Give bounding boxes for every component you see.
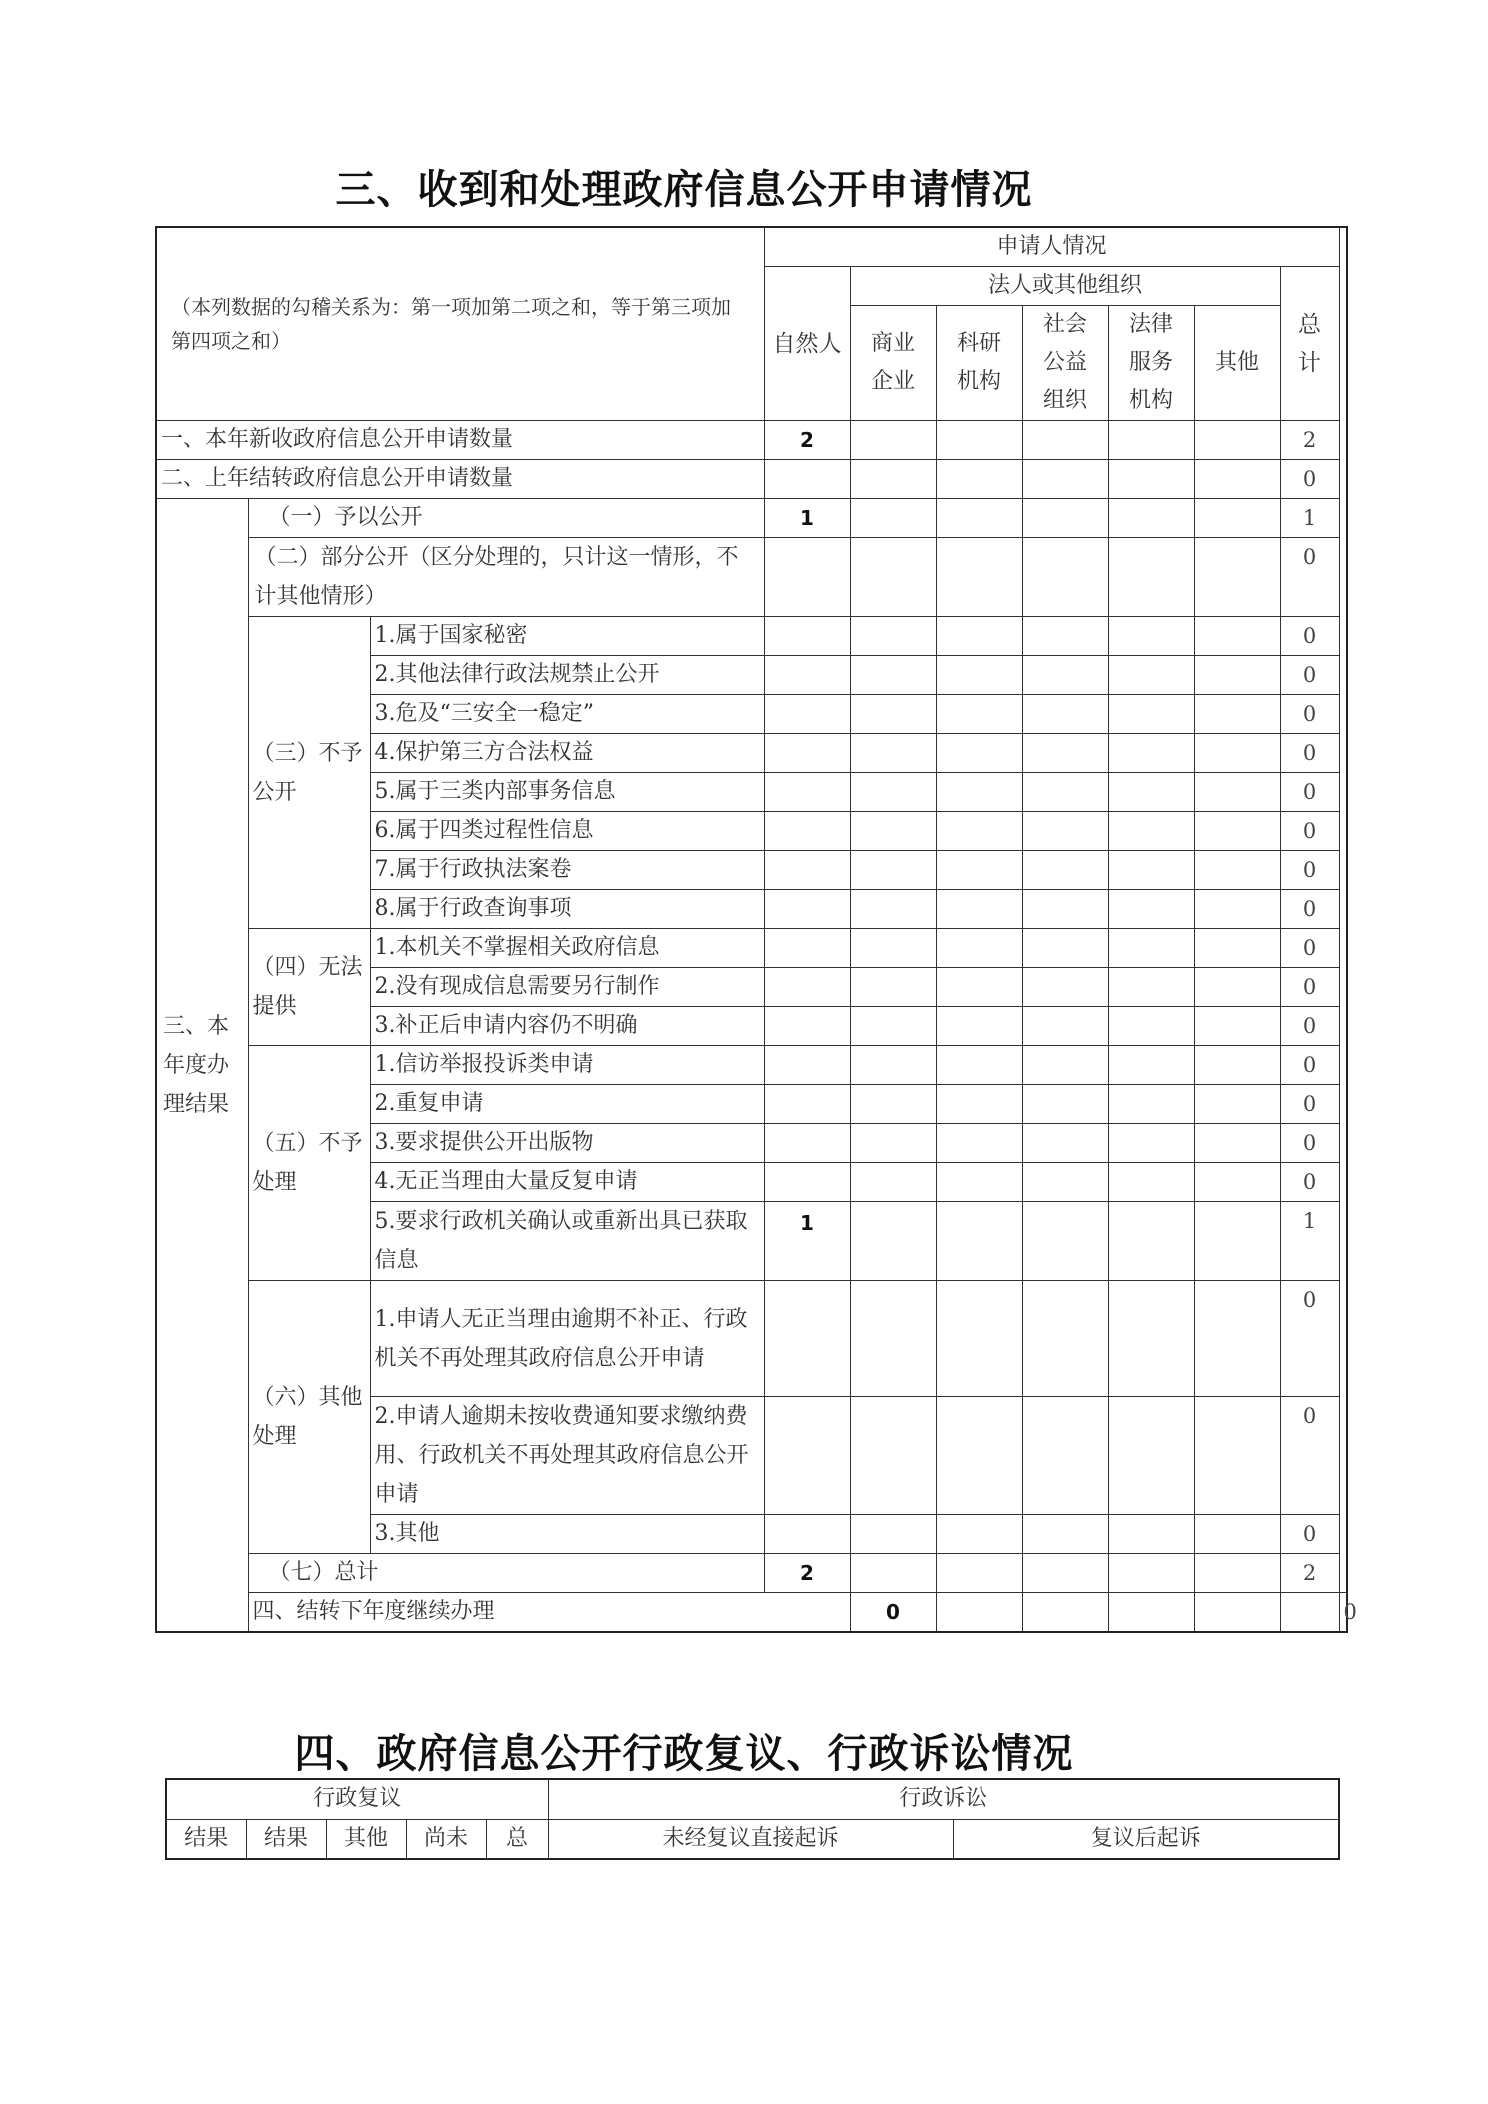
natural-value: 2 <box>764 1554 850 1593</box>
row-label: 3.危及“三安全一稳定” <box>370 695 764 734</box>
total-value: 0 <box>1280 656 1339 695</box>
row-label: 5.要求行政机关确认或重新出具已获取信息 <box>370 1202 764 1281</box>
total-value: 0 <box>1280 890 1339 929</box>
row-label: 四、结转下年度继续办理 <box>248 1593 850 1633</box>
table-row <box>156 1554 1347 1593</box>
natural-value <box>764 1007 850 1046</box>
row-label: 4.保护第三方合法权益 <box>370 734 764 773</box>
natural-value <box>764 656 850 695</box>
group3-6-label: （六）其他处理 <box>248 1281 370 1554</box>
subheader-cell: 其他 <box>326 1819 406 1859</box>
total-value: 2 <box>1280 421 1339 460</box>
total-value: 0 <box>1280 460 1339 499</box>
header-commercial: 商业企业 <box>850 306 936 421</box>
row-label: 7.属于行政执法案卷 <box>370 851 764 890</box>
total-value: 0 <box>1280 1085 1339 1124</box>
row-label: 3.补正后申请内容仍不明确 <box>370 1007 764 1046</box>
total-value: 1 <box>1280 499 1339 538</box>
row-label: 1.信访举报投诉类申请 <box>370 1046 764 1085</box>
total-value: 0 <box>1280 1281 1339 1397</box>
row-label: 5.属于三类内部事务信息 <box>370 773 764 812</box>
total-value: 1 <box>1280 1202 1339 1281</box>
row-label: 6.属于四类过程性信息 <box>370 812 764 851</box>
total-value: 0 <box>1280 1397 1339 1515</box>
natural-value <box>764 1515 850 1554</box>
total-value: 0 <box>1280 1046 1339 1085</box>
natural-value <box>764 460 850 499</box>
subheader-cell: 结果 <box>166 1819 246 1859</box>
row-label: 2.申请人逾期未按收费通知要求缴纳费用、行政机关不再处理其政府信息公开申请 <box>370 1397 764 1515</box>
total-value: 0 <box>1280 617 1339 656</box>
table-row <box>156 460 1347 499</box>
natural-value <box>764 1085 850 1124</box>
total-value: 0 <box>1280 1007 1339 1046</box>
header-legal-group: 法人或其他组织 <box>850 267 1280 306</box>
group3-5-label: （五）不予处理 <box>248 1046 370 1281</box>
natural-value <box>764 929 850 968</box>
table-row <box>156 499 1347 538</box>
group3-label: 三、本年度办理结果 <box>156 499 248 1633</box>
row-label: 2.重复申请 <box>370 1085 764 1124</box>
header-applicant: 申请人情况 <box>764 227 1339 267</box>
table-row <box>156 929 1347 968</box>
total-value: 0 <box>1280 734 1339 773</box>
table-row <box>156 1281 1347 1397</box>
total-value: 0 <box>1280 1515 1339 1554</box>
total-value: 0 <box>1280 538 1339 617</box>
header-total: 总计 <box>1280 267 1339 421</box>
table-row <box>156 538 1347 617</box>
total-value: 0 <box>1280 929 1339 968</box>
subheader-after: 复议后起诉 <box>953 1819 1339 1859</box>
row-label: 1.本机关不掌握相关政府信息 <box>370 929 764 968</box>
natural-value: 1 <box>764 499 850 538</box>
natural-value <box>764 538 850 617</box>
total-value: 0 <box>1280 1124 1339 1163</box>
group3-4-label: （四）无法提供 <box>248 929 370 1046</box>
subheader-cell: 结果 <box>246 1819 326 1859</box>
header-public-welfare: 社会公益组织 <box>1022 306 1108 421</box>
total-value: 0 <box>1280 695 1339 734</box>
section4-title: 四、政府信息公开行政复议、行政诉讼情况 <box>294 1731 1074 1777</box>
application-table <box>155 226 1357 1633</box>
natural-value: 0 <box>850 1593 936 1633</box>
header-legal-service: 法律服务机构 <box>1108 306 1194 421</box>
natural-value <box>764 617 850 656</box>
row-label: 3.其他 <box>370 1515 764 1554</box>
natural-value <box>764 1124 850 1163</box>
subheader-cell: 总 <box>486 1819 548 1859</box>
header-other: 其他 <box>1194 306 1280 421</box>
header-review: 行政复议 <box>166 1779 548 1819</box>
row-label: 1.申请人无正当理由逾期不补正、行政机关不再处理其政府信息公开申请 <box>370 1281 764 1397</box>
table-row <box>156 1593 1347 1633</box>
row-label: 4.无正当理由大量反复申请 <box>370 1163 764 1202</box>
total-value: 0 <box>1280 1163 1339 1202</box>
total-value: 0 <box>1339 1593 1347 1633</box>
natural-value <box>764 1163 850 1202</box>
table-row <box>156 617 1347 656</box>
header-natural: 自然人 <box>764 267 850 421</box>
section3-title: 三、收到和处理政府信息公开申请情况 <box>335 167 1033 213</box>
row-label: 一、本年新收政府信息公开申请数量 <box>156 421 764 460</box>
total-value: 0 <box>1280 851 1339 890</box>
total-value: 0 <box>1280 812 1339 851</box>
total-value: 2 <box>1280 1554 1339 1593</box>
natural-value <box>764 734 850 773</box>
row-label: 1.属于国家秘密 <box>370 617 764 656</box>
table-row <box>156 421 1347 460</box>
natural-value <box>764 812 850 851</box>
natural-value: 1 <box>764 1202 850 1281</box>
natural-value: 2 <box>764 421 850 460</box>
subheader-direct: 未经复议直接起诉 <box>548 1819 953 1859</box>
group3-3-label: （三）不予公开 <box>248 617 370 929</box>
row-label: 3.要求提供公开出版物 <box>370 1124 764 1163</box>
row-label: （七）总计 <box>248 1554 764 1593</box>
total-value: 0 <box>1280 968 1339 1007</box>
natural-value <box>764 1281 850 1397</box>
header-research: 科研机构 <box>936 306 1022 421</box>
row-label: 2.没有现成信息需要另行制作 <box>370 968 764 1007</box>
natural-value <box>764 695 850 734</box>
table-row <box>156 1046 1347 1085</box>
natural-value <box>764 890 850 929</box>
natural-value <box>764 851 850 890</box>
row-label: 二、上年结转政府信息公开申请数量 <box>156 460 764 499</box>
row-label: （二）部分公开（区分处理的，只计这一情形，不计其他情形） <box>248 538 764 617</box>
subheader-cell: 尚未 <box>406 1819 486 1859</box>
natural-value <box>764 1046 850 1085</box>
header-note: （本列数据的勾稽关系为：第一项加第二项之和，等于第三项加第四项之和） <box>156 227 764 421</box>
header-litigation: 行政诉讼 <box>548 1779 1339 1819</box>
natural-value <box>764 1397 850 1515</box>
natural-value <box>764 968 850 1007</box>
row-label: 8.属于行政查询事项 <box>370 890 764 929</box>
total-value: 0 <box>1280 773 1339 812</box>
natural-value <box>764 773 850 812</box>
row-label: （一）予以公开 <box>248 499 764 538</box>
row-label: 2.其他法律行政法规禁止公开 <box>370 656 764 695</box>
review-litigation-table <box>165 1778 1340 1860</box>
